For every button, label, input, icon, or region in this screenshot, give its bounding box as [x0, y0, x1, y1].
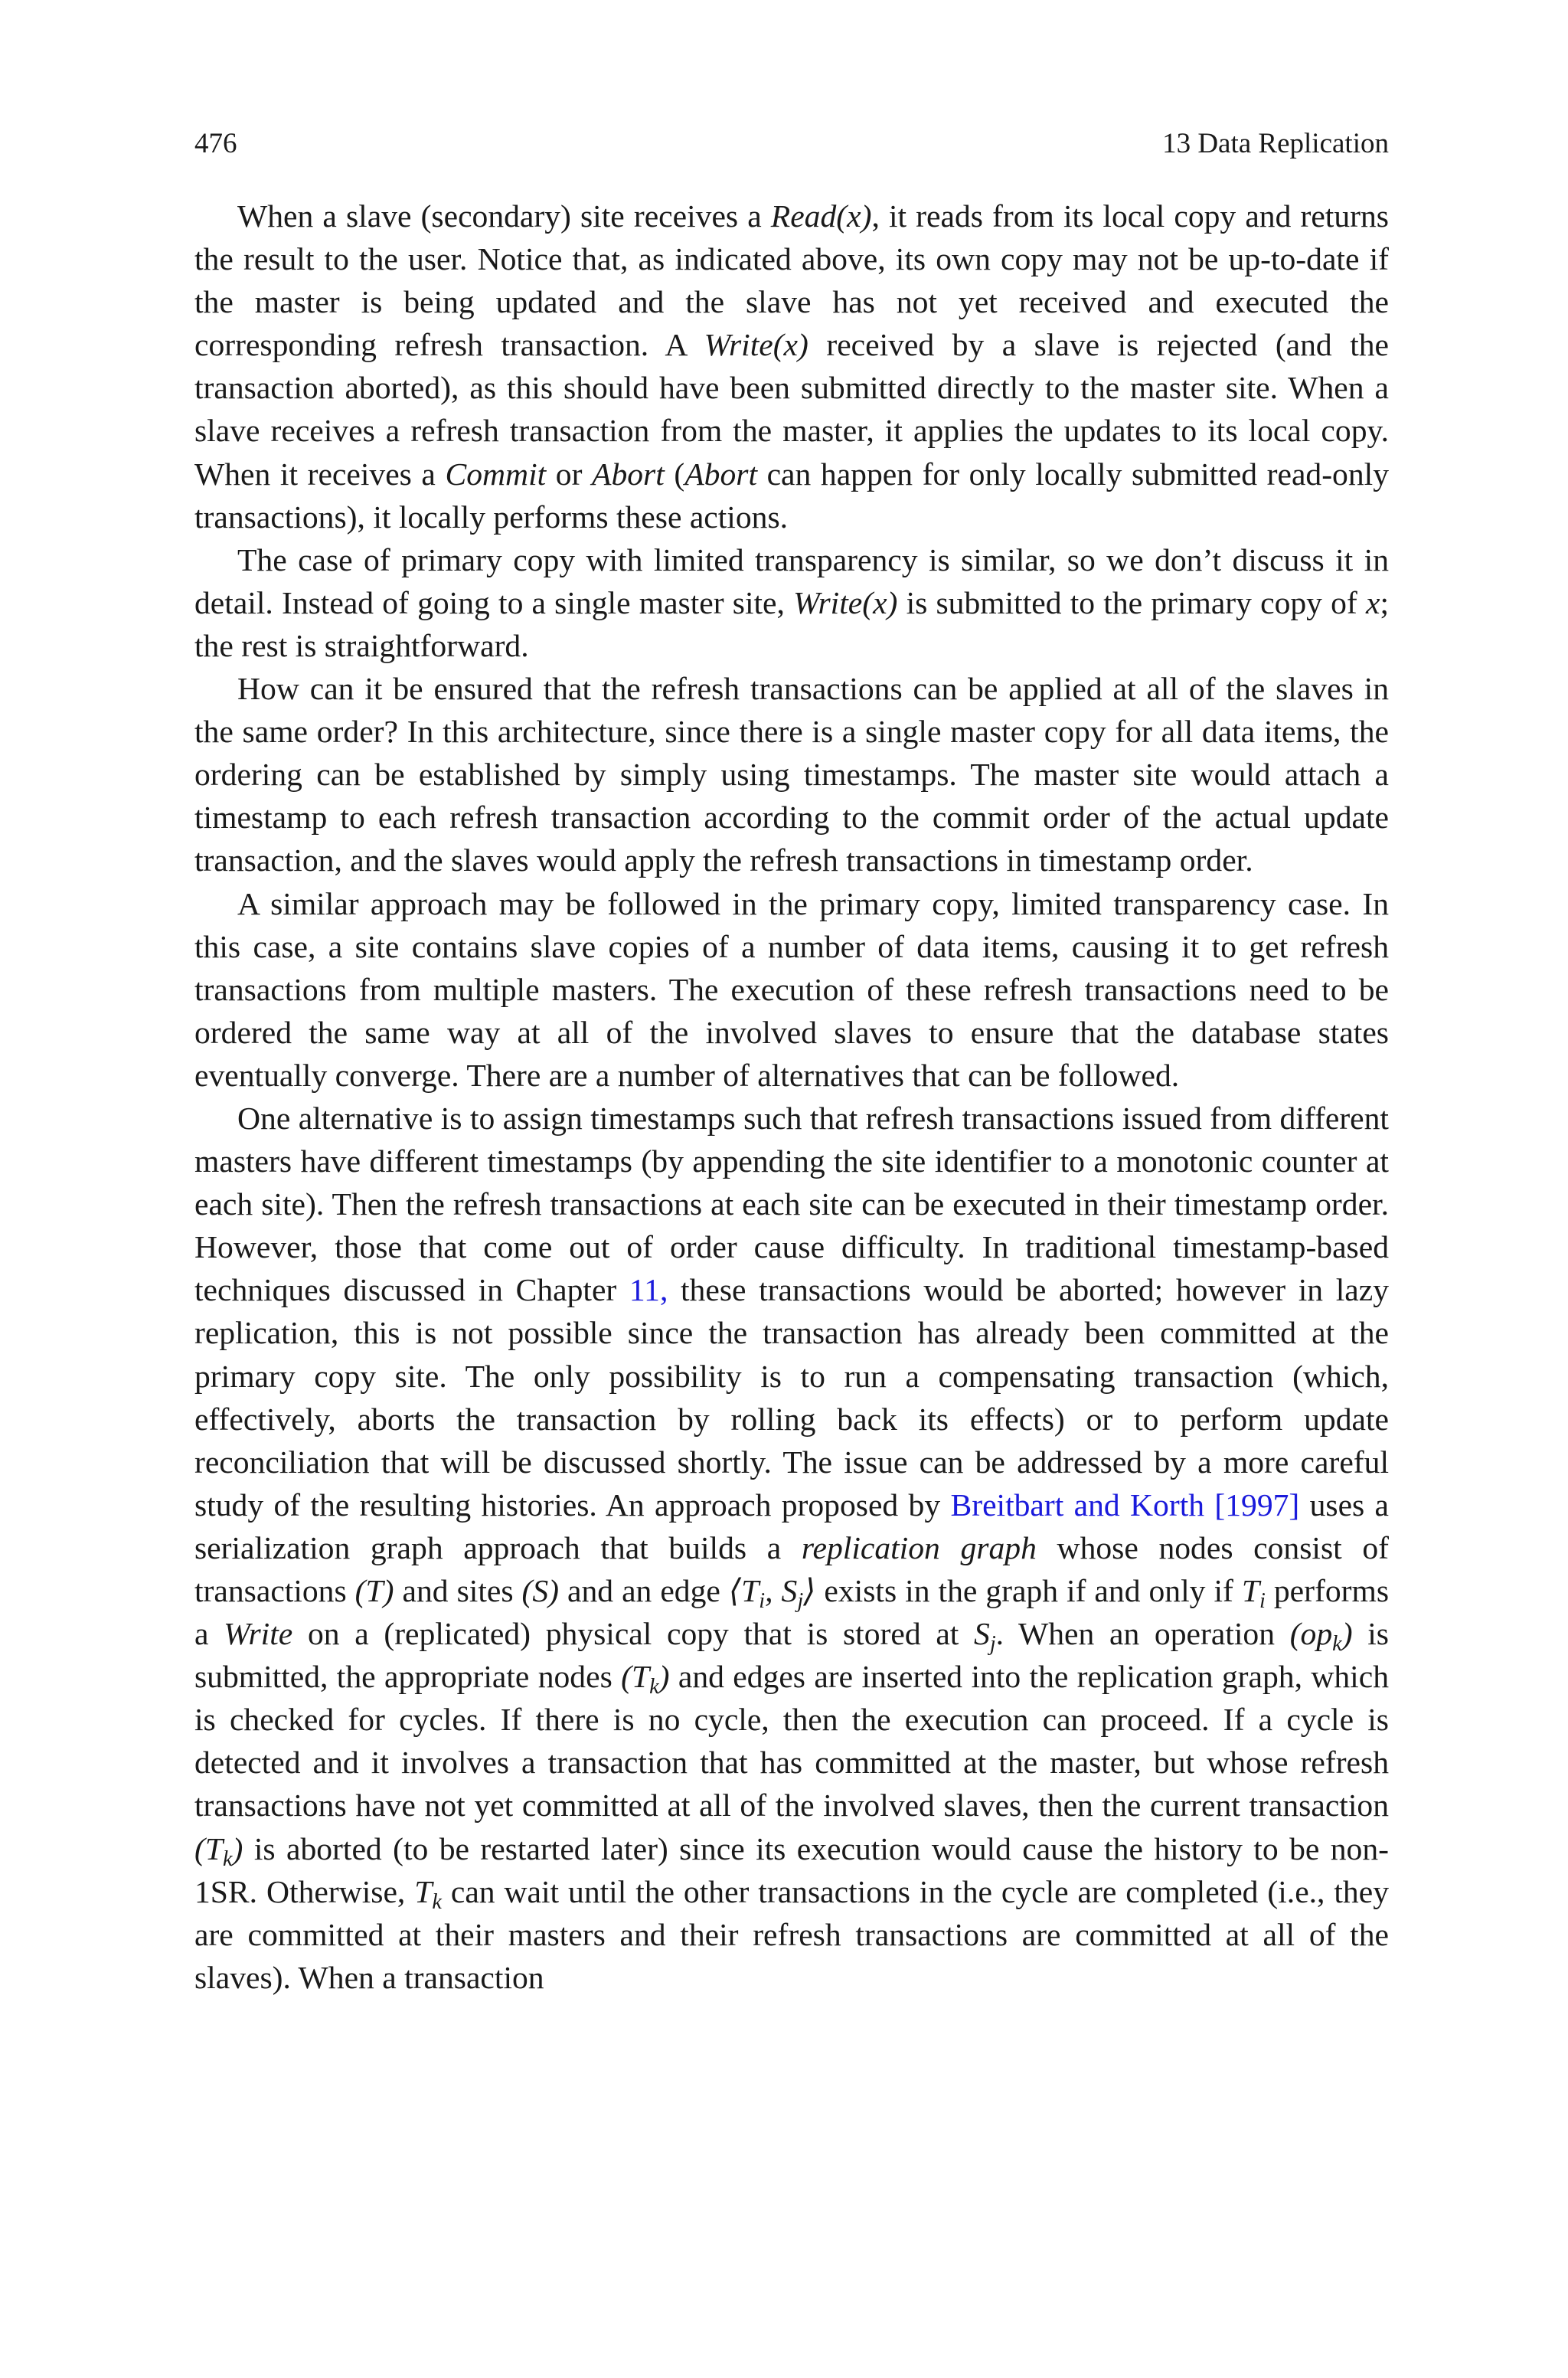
math-read-x: Read(x)	[770, 198, 872, 234]
math-part: )	[1341, 1616, 1353, 1652]
math-edge	[728, 1573, 816, 1613]
math-part: S	[974, 1616, 990, 1652]
text-run: received by a slave is rejected (and the transaction aborted), as this should have been submitted directly to the master site. When a slave receives a refresh transaction from the master, it applies the updates to its local copy. When it receives a	[194, 327, 1390, 492]
text-run: whose nodes consist of transactions	[194, 1529, 1390, 1608]
math-part: (op	[1289, 1616, 1333, 1652]
math-subscript: k	[1332, 1632, 1342, 1656]
text-run: and an edge	[559, 1573, 729, 1608]
math-x: x	[1365, 584, 1380, 620]
math-Sj	[974, 1616, 996, 1656]
math-subscript: i	[1259, 1588, 1266, 1613]
running-head: 13 Data Replication	[1162, 128, 1389, 159]
math-part: (T	[194, 1830, 223, 1866]
math-part: T	[414, 1873, 433, 1909]
paragraph-3: How can it be ensured that the refresh transactions can be applied at all of the slaves in the same order? In this architecture, since there is a single master copy for all data items, the ordering can be established by simply using timestamps. The master site would attach a timestamp to each refresh transaction according to the commit order of the actual update transaction, and the slaves would apply the refresh transactions in timestamp order.	[194, 671, 1389, 878]
math-part: )	[658, 1659, 670, 1695]
text-run: performs a	[194, 1573, 1390, 1652]
text-run: can wait until the other transactions in the cycle are completed (i.e., they are committed at their masters and their refresh transactions are committed at all of the slaves). When a transaction	[194, 1873, 1389, 1995]
citation-link[interactable]: Breitbart and Korth [1997]	[950, 1487, 1300, 1523]
page-number: 476	[194, 128, 237, 159]
term-replication-graph: replication graph	[801, 1529, 1037, 1565]
math-T: (T)	[354, 1573, 394, 1608]
text-run: these transactions would be aborted; however in lazy replication, this is not possible since the transaction has already been committed at the primary copy site. The only possibility is to run a compensating transaction (which, effectively, aborts the transaction by rolling back its effects) or to perform update reconciliation that will be discussed shortly. The issue can be addressed by a more careful study of the resulting histories. An approach proposed by	[194, 1272, 1389, 1523]
text-run: is submitted to the primary copy of	[897, 584, 1366, 620]
math-subscript: k	[649, 1675, 659, 1699]
paragraph-1	[194, 195, 1389, 538]
text-run: can happen for only locally submitted read-only transactions), it locally performs these actions.	[194, 456, 1390, 535]
body-text	[194, 195, 1389, 1999]
text-run: on a (replicated) physical copy that is stored at	[292, 1616, 975, 1652]
math-part: ⟨T	[728, 1573, 760, 1608]
text-run: exists in the graph if and only if	[815, 1573, 1242, 1608]
text-run: The case of primary copy with limited transparency is similar, so we don’t discuss it in detail. Instead of going to a single master site,	[194, 541, 1389, 620]
term-write: Write	[224, 1616, 293, 1652]
math-Tk	[621, 1659, 670, 1699]
chapter-link[interactable]: 11,	[629, 1272, 668, 1308]
text-run: and sites	[394, 1573, 522, 1608]
math-Tk	[414, 1873, 442, 1914]
text-run: One alternative is to assign timestamps such that refresh transactions issued from different masters have different timestamps (by appending the site identifier to a monotonic counter at each site). Then the refresh transactions at each site can be executed in their timestamp order. However, those that come out of order cause difficulty. In traditional timestamp-based techniques discussed in Chapter	[194, 1100, 1389, 1308]
page-header	[194, 123, 1389, 165]
math-part: )	[232, 1830, 243, 1866]
math-opk	[1289, 1616, 1353, 1656]
paragraph-5	[194, 1097, 1389, 1999]
text-run: uses a serialization graph approach that builds a	[194, 1487, 1390, 1565]
math-subscript: j	[797, 1588, 804, 1613]
text-run: is submitted, the appropriate nodes	[194, 1616, 1389, 1695]
math-Ti	[1241, 1573, 1266, 1613]
term-abort: Abort	[684, 456, 757, 492]
paragraph-4: A similar approach may be followed in the primary copy, limited transparency case. In this case, a site contains slave copies of a number of data items, causing it to get refresh transactions from multiple masters. The execution of these refresh transactions need to be ordered the same way at all of the involved slaves to ensure that the database states eventually converge. There are a number of alternatives that can be followed.	[194, 885, 1389, 1093]
math-part: (T	[621, 1659, 650, 1695]
math-subscript: k	[432, 1889, 442, 1914]
text-run: (	[664, 456, 685, 492]
term-commit: Commit	[445, 456, 547, 492]
math-S: (S)	[521, 1573, 560, 1608]
math-write-x: Write(x)	[793, 584, 898, 620]
text-run: When a slave (secondary) site receives a	[237, 198, 771, 234]
math-write-x: Write(x)	[704, 327, 808, 363]
text-run: ; the rest is straightforward.	[194, 584, 1389, 663]
math-part: T	[1241, 1573, 1259, 1608]
text-run: . When an operation	[995, 1616, 1290, 1652]
term-abort: Abort	[592, 456, 665, 492]
text-run: and edges are inserted into the replication graph, which is checked for cycles. If there is no cycle, then the execution can proceed. If a cycle is detected and it involves a transaction that has committed at the master, but whose refresh transactions have not yet committed at all of the involved slaves, then the current transaction	[194, 1659, 1389, 1824]
math-part: ⟩	[803, 1573, 816, 1608]
text-run: , it reads from its local copy and returns the result to the user. Notice that, as indicated above, its own copy may not be up-to-date if the master is being updated and the slave has not yet received and executed the corresponding refresh transaction. A	[194, 198, 1389, 363]
text-run: is aborted (to be restarted later) since its execution would cause the history to be non-1SR. Otherwise,	[194, 1830, 1389, 1909]
math-subscript: k	[222, 1846, 233, 1871]
paragraph-2	[194, 538, 1389, 667]
math-subscript: j	[989, 1632, 996, 1656]
text-run: or	[546, 456, 593, 492]
math-Tk	[194, 1830, 243, 1871]
math-subscript: i	[759, 1588, 766, 1613]
math-part: , S	[765, 1573, 798, 1608]
